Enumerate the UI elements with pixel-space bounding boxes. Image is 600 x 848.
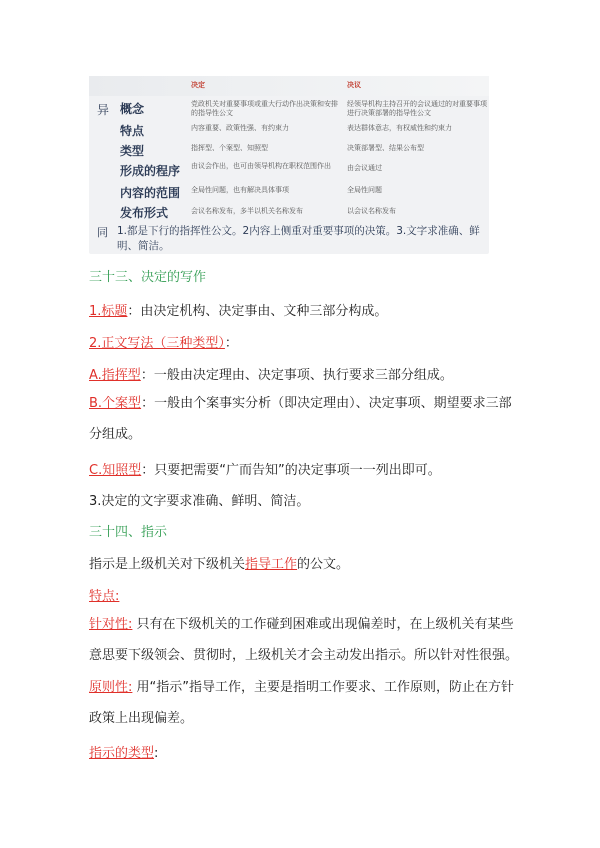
- feature-principle-para: [89, 672, 519, 734]
- feature-targeted-text: 只有在下级机关的工作碰到困难或出现偏差时，在上级机关有某些意思要下级领会、贯彻时，上级机关才会主动发出指示。所以针对性很强。: [89, 617, 519, 663]
- cell-procedure-jueding: 由议会作出，也可由领导机构在职权范围作出: [191, 162, 331, 170]
- feature-targeted-label: 针对性:: [89, 617, 133, 632]
- row-label-concept: 概念: [120, 102, 145, 116]
- type-b-label: B.个案型: [89, 396, 142, 411]
- cell-scope-jueyi: 全局性问题: [347, 186, 382, 194]
- features-label-line: [89, 585, 119, 604]
- same-text: 1.都是下行的指挥性公文。2内容上侧重对重要事项的决策。3.文字求准确、鲜明、简洁。: [117, 225, 480, 252]
- cell-concept-jueyi: 经领导机构主持召开的会议通过的对重要事项进行决策部署的指导性公文: [347, 100, 487, 117]
- diff-label: 异: [97, 103, 110, 117]
- types-line: [89, 742, 158, 761]
- types-tail: :: [154, 746, 159, 761]
- def-pre: 指示是上级机关对下级机关: [89, 557, 246, 572]
- row-label-features: 特点: [120, 124, 145, 138]
- row-label-scope: 内容的范围: [120, 186, 181, 200]
- row-label-procedure: 形成的程序: [120, 164, 181, 178]
- table-header-strip: [89, 76, 489, 96]
- type-a-text: ：一般由决定理由、决定事项、执行要求三部分组成。: [140, 368, 453, 383]
- type-a-line: [89, 364, 453, 383]
- section-33-heading: 三十三、决定的写作: [89, 270, 207, 285]
- item-body-line: [89, 332, 238, 351]
- type-b-text: ：一般由个案事实分析（即决定理由）、决定事项、期望要求三部分组成。: [89, 396, 512, 442]
- type-c-text: ：只要把需要“广而告知”的决定事项一一列出即可。: [141, 463, 441, 478]
- item-title-label: 1.标题: [89, 304, 128, 319]
- col-header-jueyi: 决议: [347, 81, 361, 89]
- cell-types-jueyi: 决策部署型、结果公布型: [347, 144, 424, 152]
- feature-targeted-para: [89, 609, 519, 671]
- type-c-line: [89, 459, 441, 478]
- cell-types-jueding: 指挥型、个案型、知照型: [191, 144, 268, 152]
- types-label: 指示的类型: [89, 746, 155, 761]
- def-highlight: 指导工作: [245, 557, 298, 572]
- cell-scope-jueding: 全局性问题，也有解决具体事项: [191, 186, 289, 194]
- same-label: 同: [97, 226, 108, 239]
- feature-principle-text: 用“指示”指导工作，主要是指明工作要求、工作原则，防止在方针政策上出现偏差。: [89, 680, 514, 726]
- type-a-label: A.指挥型: [89, 368, 141, 383]
- type-c-label: C.知照型: [89, 463, 142, 478]
- row-label-types: 类型: [120, 144, 145, 158]
- def-post: 的公文。: [297, 557, 350, 572]
- row-label-publish: 发布形式: [120, 206, 169, 220]
- directive-definition: [89, 553, 349, 572]
- item-3-line: 3.决定的文字要求准确、鲜明、简洁。: [89, 494, 310, 509]
- cell-publish-jueyi: 以会议名称发布: [347, 207, 396, 215]
- type-b-para: [89, 388, 519, 450]
- comparison-table-image: [89, 76, 489, 254]
- cell-procedure-jueyi: 由会议通过: [347, 164, 382, 172]
- section-34-heading: 三十四、指示: [89, 525, 168, 540]
- cell-features-jueding: 内容重要、政策性强、有约束力: [191, 124, 289, 132]
- cell-publish-jueding: 会议名称发布，多半以机关名称发布: [191, 207, 303, 215]
- cell-features-jueyi: 表达群体意志，有权威性和约束力: [347, 124, 452, 132]
- item-title-line: [89, 300, 387, 319]
- item-body-label: 2.正文写法（三种类型）: [89, 336, 225, 351]
- item-title-text: ：由决定机构、决定事由、文种三部分构成。: [127, 304, 388, 319]
- item-body-tail: ：: [224, 336, 238, 351]
- feature-principle-label: 原则性:: [89, 680, 133, 695]
- features-label: 特点:: [89, 589, 120, 604]
- col-header-jueding: 决定: [191, 81, 205, 89]
- cell-concept-jueding: 党政机关对重要事项或重大行动作出决策和安排的指导性公文: [191, 100, 338, 117]
